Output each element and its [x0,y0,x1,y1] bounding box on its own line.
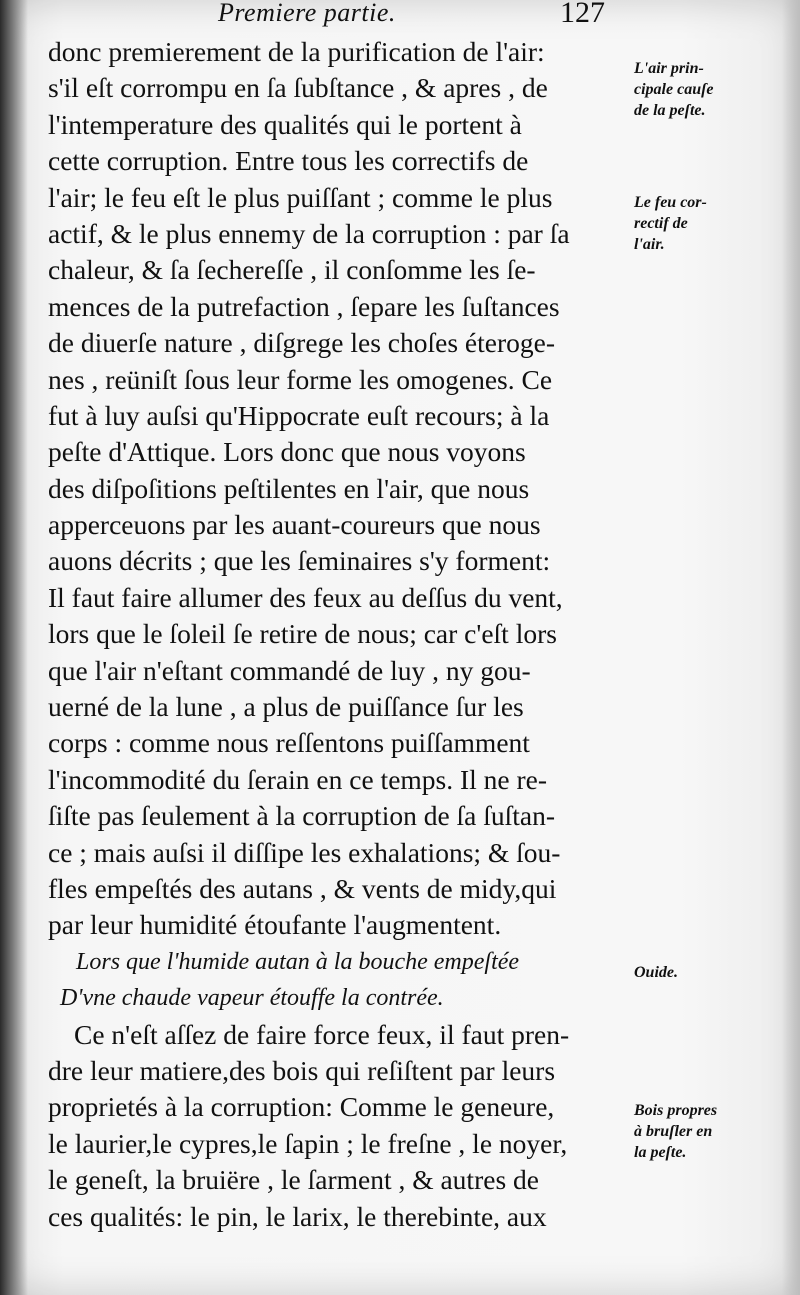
text-line: que l'air n'eſtant commandé de luy , ny gou- [48,654,531,686]
margin-note-line: à bruſler en [634,1123,713,1140]
text-line: par leur humidité étoufante l'augmentent. [48,909,502,941]
text-line: donc premierement de la purification de l'air: [48,36,545,67]
text-line: auons décrits ; que les ſeminaires s'y forment: [48,545,551,577]
text-line: lors que le ſoleil ſe retire de nous; car c'eſt lors [48,618,557,650]
text-line: ſiſte pas ſeulement à la corruption de ſa ſuſtan- [48,800,556,832]
margin-note-line: l'air. [634,236,665,253]
text-line: des diſpoſitions peſtilentes en l'air, que nous [48,472,530,504]
text-line: actif, & le plus ennemy de la corruption : par ſa [48,217,570,249]
text-line: mences de la putrefaction , ſepare les ſuſtances [48,290,560,322]
margin-note-air [634,58,794,121]
margin-note-fire [634,192,794,255]
verse-line: D'vne chaude vapeur étouffe la contrée. [60,985,444,1012]
margin-note-ovid [634,962,794,983]
text-line: peſte d'Attique. Lors donc que nous voyons [48,436,526,468]
running-header [200,0,640,30]
margin-note-line: Bois propres [634,1102,718,1119]
text-line: uerné de la lune , a plus de puiſſance ſur les [48,691,524,723]
text-line: de diuerſe nature , diſgrege les choſes éteroge- [48,327,555,359]
text-line: le laurier,le cypres,le ſapin ; le freſne , le noyer, [48,1127,568,1159]
text-line: cette corruption. Entre tous les correctifs de [48,145,529,177]
text-line: dre leur matiere,des bois qui reſiſtent par leurs [48,1054,556,1086]
text-line: corps : comme nous reſſentons puiſſamment [48,727,530,759]
text-line: fles empeſtés des autans , & vents de midy,qui [48,872,557,904]
margin-note-line: L'air prin- [634,60,704,77]
margin-note-line: cipale cauſe [634,81,714,98]
text-line: fut à luy auſsi qu'Hippocrate euſt recours; à la [48,399,550,431]
margin-note-line: la peſte. [634,1144,687,1161]
text-line: l'incommodité du ſerain en ce temps. Il ne re- [48,763,548,795]
margin-note-line: de la peſte. [634,102,706,119]
text-line: chaleur, & ſa ſechereſſe , il conſomme les ſe- [48,254,536,286]
text-line: Il faut faire allumer des feux au deſſus du vent, [48,581,563,613]
margin-note-line: Le feu cor- [634,194,707,211]
text-line: ces qualités: le pin, le larix, le therebinte, aux [48,1200,547,1232]
margin-note-line: rectif de [634,215,688,232]
text-line: Ce n'eſt aſſez de faire force feux, il faut pren- [74,1018,570,1050]
verse-line: Lors que l'humide autan à la bouche empeſtée [76,948,520,975]
text-line: nes , reüniſt ſous leur forme les omogenes. Ce [48,363,553,395]
margin-note-woods [634,1100,794,1163]
page-gutter-shadow [0,0,28,1295]
text-line: ce ; mais auſsi il diſſipe les exhalations; & ſou- [48,836,561,868]
running-title: Premiere partie. [218,0,396,27]
text-line: l'air; le feu eſt le plus puiſſant ; comme le plus [48,181,553,213]
main-text-block [48,34,633,1235]
text-line: l'intemperature des qualités qui le portent à [48,108,522,140]
text-line: s'il eſt corrompu en ſa ſubſtance , & apres , de [48,72,548,104]
text-line: le geneſt, la bruiëre , le ſarment , & autres de [48,1164,539,1196]
page-number: 127 [560,0,605,29]
text-line: proprietés à la corruption: Comme le geneure, [48,1091,555,1123]
text-line: apperceuons par les auant-coureurs que nous [48,509,541,541]
margin-note-line: Ouide. [634,964,678,981]
